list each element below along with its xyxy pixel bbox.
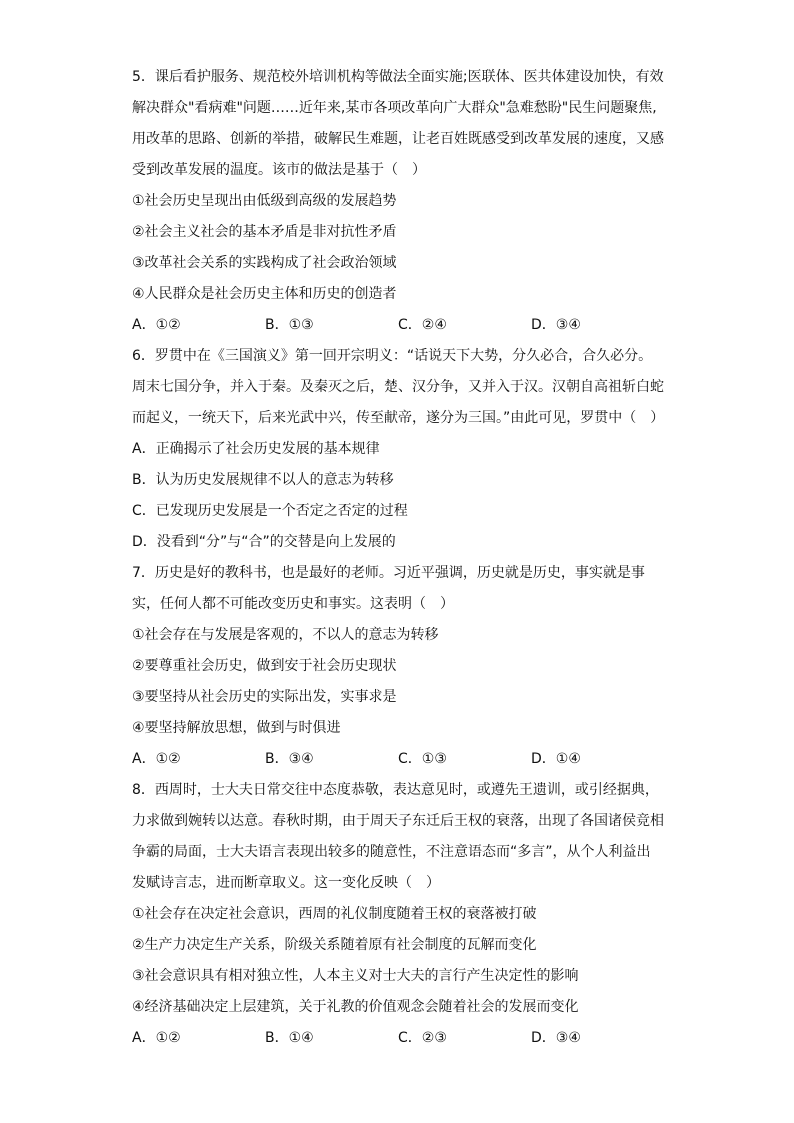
option-2: ②社会主义社会的基本矛盾是非对抗性矛盾 xyxy=(132,224,397,240)
option-3: ③改革社会关系的实践构成了社会政治领域 xyxy=(132,255,397,271)
question-stem: 7．历史是好的教科书，也是最好的老师。习近平强调，历史就是历史，事实就是事实，任何人都不可能改变历史和事实。这表明（ ） xyxy=(132,565,645,612)
answer-choices xyxy=(132,744,664,775)
option-4: ④要坚持解放思想，做到与时俱进 xyxy=(132,720,341,736)
option-4: ④人民群众是社会历史主体和历史的创造者 xyxy=(132,286,397,302)
choice-a: A．①② xyxy=(132,1030,181,1046)
option-2: ②要尊重社会历史，做到安于社会历史现状 xyxy=(132,658,397,674)
question-stem: 8．西周时，士大夫日常交往中态度恭敬，表达意见时，或遵先王遗训，或引经据典，力求做到婉转以达意。春秋时期，由于周天子东迁后王权的衰落，出现了各国诸侯竞相争霸的局面，士大夫语言表现出较多的随意性，不注意语态而“多言”，从个人利益出发赋诗言志，进而断章取义。这一变化反映（ ） xyxy=(132,782,664,891)
option-b: B．认为历史发展规律不以人的意志为转移 xyxy=(132,472,394,488)
option-a: A．正确揭示了社会历史发展的基本规律 xyxy=(132,441,380,457)
option-2: ②生产力决定生产关系，阶级关系随着原有社会制度的瓦解而变化 xyxy=(132,937,537,953)
answer-choices xyxy=(132,310,664,341)
question-5 xyxy=(132,62,664,341)
choice-a: A．①② xyxy=(132,751,181,767)
choice-b: B．③④ xyxy=(265,751,314,767)
question-8 xyxy=(132,775,664,1054)
question-6 xyxy=(132,341,664,558)
option-3: ③要坚持从社会历史的实际出发，实事求是 xyxy=(132,689,397,705)
question-stem: 6．罗贯中在《三国演义》第一回开宗明义：“话说天下大势，分久必合，合久必分。周末七国分争，并入于秦。及秦灭之后，楚、汉分争，又并入于汉。汉朝自高祖斩白蛇而起义，一统天下，后来光武中兴，传至献帝，遂分为三国。”由此可见，罗贯中（ ） xyxy=(132,348,665,426)
choice-d: D．③④ xyxy=(531,1030,581,1046)
question-stem: 5．课后看护服务、规范校外培训机构等做法全面实施;医联体、医共体建设加快，有效解决群众"看病难"问题……近年来,某市各项改革向广大群众"急难愁盼"民生问题聚焦,用改革的思路、创新的举措，破解民生难题，让老百姓既感受到改革发展的速度，又感受到改革发展的温度。该市的做法是基于（ ） xyxy=(132,69,664,178)
question-7 xyxy=(132,558,664,775)
option-4: ④经济基础决定上层建筑，关于礼教的价值观念会随着社会的发展而变化 xyxy=(132,999,579,1015)
answer-choices xyxy=(132,1023,664,1054)
option-d: D．没看到“分”与“合”的交替是向上发展的 xyxy=(132,534,396,550)
choice-d: D．①④ xyxy=(531,751,581,767)
option-1: ①社会存在与发展是客观的，不以人的意志为转移 xyxy=(132,627,439,643)
option-3: ③社会意识具有相对独立性，人本主义对士大夫的言行产生决定性的影响 xyxy=(132,968,579,984)
choice-b: B．①④ xyxy=(265,1030,314,1046)
choice-c: C．②③ xyxy=(398,1030,447,1046)
choice-d: D．③④ xyxy=(531,317,581,333)
option-1: ①社会历史呈现出由低级到高级的发展趋势 xyxy=(132,193,397,209)
option-1: ①社会存在决定社会意识，西周的礼仪制度随着王权的衰落被打破 xyxy=(132,906,537,922)
choice-a: A．①② xyxy=(132,317,181,333)
choice-c: C．①③ xyxy=(398,751,447,767)
option-c: C．已发现历史发展是一个否定之否定的过程 xyxy=(132,503,408,519)
choice-b: B．①③ xyxy=(265,317,314,333)
choice-c: C．②④ xyxy=(398,317,447,333)
